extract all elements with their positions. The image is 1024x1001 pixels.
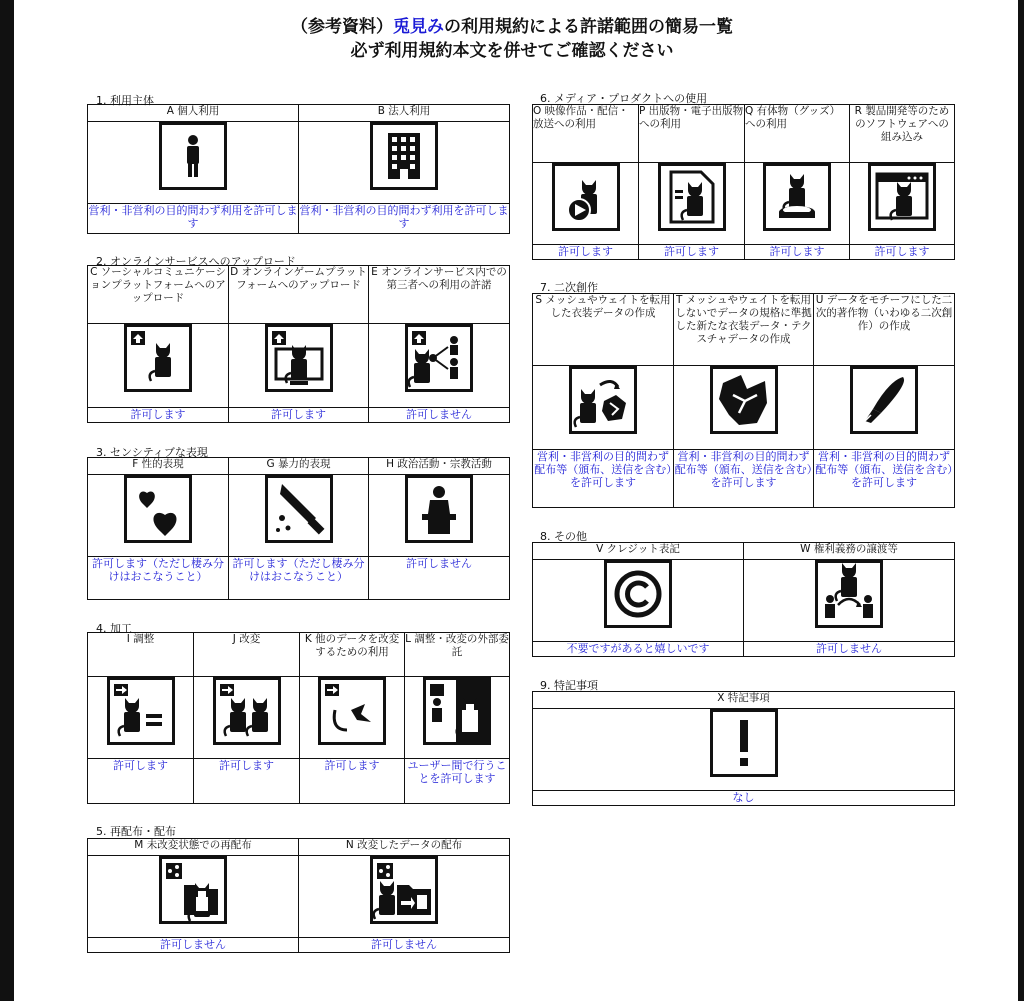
software-icon: [868, 163, 936, 231]
section-2-label: 2. オンラインサービスへのアップロード: [96, 255, 296, 268]
software-use-permission: 許可します: [850, 245, 955, 260]
use-for-other-data-permission: 許可します: [300, 759, 405, 804]
new-costume-permission: 営利・非営利の目的問わず配布等（頒布、送信を含む）を許可します: [674, 450, 814, 508]
video-use-permission: 許可します: [533, 245, 639, 260]
costume-conversion-permission: 営利・非営利の目的問わず配布等（頒布、送信を含む）を許可します: [533, 450, 674, 508]
special-notes-value: なし: [533, 791, 955, 806]
building-icon: [370, 122, 438, 190]
section-6-label: 6. メディア・プロダクトへの使用: [540, 92, 708, 105]
section-9-table: [532, 691, 955, 806]
rights-transfer-head: W 権利義務の譲渡等: [744, 543, 955, 560]
upload-social-head: C ソーシャルコミュニケーションプラットフォームへのアップロード: [88, 266, 229, 324]
modification-permission: 許可します: [194, 759, 300, 804]
page-title: [0, 12, 1024, 37]
sexual-expression-head: F 性的表現: [88, 458, 229, 475]
person-icon: [159, 122, 227, 190]
adjustment-head: I 調整: [88, 633, 194, 677]
upload-monitor-icon: [265, 324, 333, 392]
third-party-license-permission: 許可しません: [369, 408, 510, 423]
goods-use-head: Q 有体物（グッズ）への利用: [745, 105, 850, 163]
derivative-work-permission: 営利・非営利の目的問わず配布等（頒布、送信を含む）を許可します: [814, 450, 955, 508]
publication-icon: [658, 163, 726, 231]
modified-distribution-permission: 許可しません: [299, 938, 510, 953]
modify-icon: [213, 677, 281, 745]
left-frame-edge: [0, 0, 14, 1001]
political-religious-permission: 許可しません: [369, 557, 510, 600]
publication-use-head: P 出版物・電子出版物への利用: [639, 105, 745, 163]
outsourcing-head: L 調整・改変の外部委託: [405, 633, 510, 677]
section-3-label: 3. センシティブな表現: [96, 446, 208, 459]
use-for-other-data-head: K 他のデータを改変するための利用: [300, 633, 405, 677]
title-suffix: の利用規約による許諾範囲の簡易一覧: [444, 17, 733, 37]
usage-individual-permission: 営利・非営利の目的問わず利用を許可します: [88, 204, 299, 234]
publication-use-permission: 許可します: [639, 245, 745, 260]
title-brand: 兎見み: [393, 17, 444, 37]
special-notes-head: X 特記事項: [533, 692, 955, 709]
usage-individual-head: A 個人利用: [88, 105, 299, 122]
hearts-icon: [124, 475, 192, 543]
podium-icon: [405, 475, 473, 543]
section-1-label: 1. 利用主体: [96, 94, 154, 107]
section-9-label: 9. 特記事項: [540, 679, 598, 692]
section-5-label: 5. 再配布・配布: [96, 825, 176, 838]
derivative-work-head: U データをモチーフにした二次的著作物（いわゆる二次創作）の作成: [814, 294, 955, 366]
violent-expression-head: G 暴力的表現: [229, 458, 369, 475]
political-religious-head: H 政治活動・宗教活動: [369, 458, 510, 475]
modification-head: J 改変: [194, 633, 300, 677]
usage-corporate-permission: 営利・非営利の目的問わず利用を許可します: [299, 204, 510, 234]
upload-game-permission: 許可します: [229, 408, 369, 423]
figure-icon: [763, 163, 831, 231]
credit-permission: 不要ですがあると嬉しいです: [533, 642, 744, 657]
section-3-table: [87, 457, 510, 600]
upload-game-head: D オンラインゲームプラットフォームへのアップロード: [229, 266, 369, 324]
rights-transfer-permission: 許可しません: [744, 642, 955, 657]
software-use-head: R 製品開発等のためのソフトウェアへの組み込み: [850, 105, 955, 163]
copyright-icon: [604, 560, 672, 628]
sexual-expression-permission: 許可します（ただし棲み分けはおこなうこと）: [88, 557, 229, 600]
violent-expression-permission: 許可します（ただし棲み分けはおこなうこと）: [229, 557, 369, 600]
section-4-label: 4. 加工: [96, 622, 132, 635]
credit-head: V クレジット表記: [533, 543, 744, 560]
usage-corporate-head: B 法人利用: [299, 105, 510, 122]
adjust-icon: [107, 677, 175, 745]
outsource-icon: [423, 677, 491, 745]
video-use-head: O 映像作品・配信・放送への利用: [533, 105, 639, 163]
goods-use-permission: 許可します: [745, 245, 850, 260]
new-costume-head: T メッシュやウェイトを転用しないでデータの規格に準拠した新たな衣装データ・テクスチャデータの作成: [674, 294, 814, 366]
third-party-license-head: E オンラインサービス内での第三者への利用の許諾: [369, 266, 510, 324]
page-subtitle: 必ず利用規約本文を併せてご確認ください: [350, 41, 674, 61]
upload-avatar-icon: [124, 324, 192, 392]
redistribution-head: M 未改変状態での再配布: [88, 839, 299, 856]
parts-icon: [318, 677, 386, 745]
costume-conversion-head: S メッシュやウェイトを転用した衣装データの作成: [533, 294, 674, 366]
section-6-table: [532, 104, 955, 260]
video-icon: [552, 163, 620, 231]
share-users-icon: [405, 324, 473, 392]
section-2-table: [87, 265, 510, 423]
section-7-table: [532, 293, 955, 508]
redistribution-permission: 許可しません: [88, 938, 299, 953]
costume-convert-icon: [569, 366, 637, 434]
section-8-label: 8. その他: [540, 530, 587, 543]
costume-icon: [710, 366, 778, 434]
pen-icon: [850, 366, 918, 434]
redistribute-icon: [159, 856, 227, 924]
outsourcing-permission: ユーザー間で行うことを許可します: [405, 759, 510, 804]
knife-icon: [265, 475, 333, 543]
upload-social-permission: 許可します: [88, 408, 229, 423]
section-1-table: [87, 104, 510, 234]
section-4-table: [87, 632, 510, 804]
adjustment-permission: 許可します: [88, 759, 194, 804]
distribute-modified-icon: [370, 856, 438, 924]
title-prefix: （参考資料）: [291, 17, 393, 37]
section-8-table: [532, 542, 955, 657]
modified-distribution-head: N 改変したデータの配布: [299, 839, 510, 856]
section-7-label: 7. 二次創作: [540, 281, 598, 294]
transfer-icon: [815, 560, 883, 628]
section-5-table: [87, 838, 510, 953]
exclamation-icon: [710, 709, 778, 777]
right-frame-edge: [1018, 0, 1024, 1001]
